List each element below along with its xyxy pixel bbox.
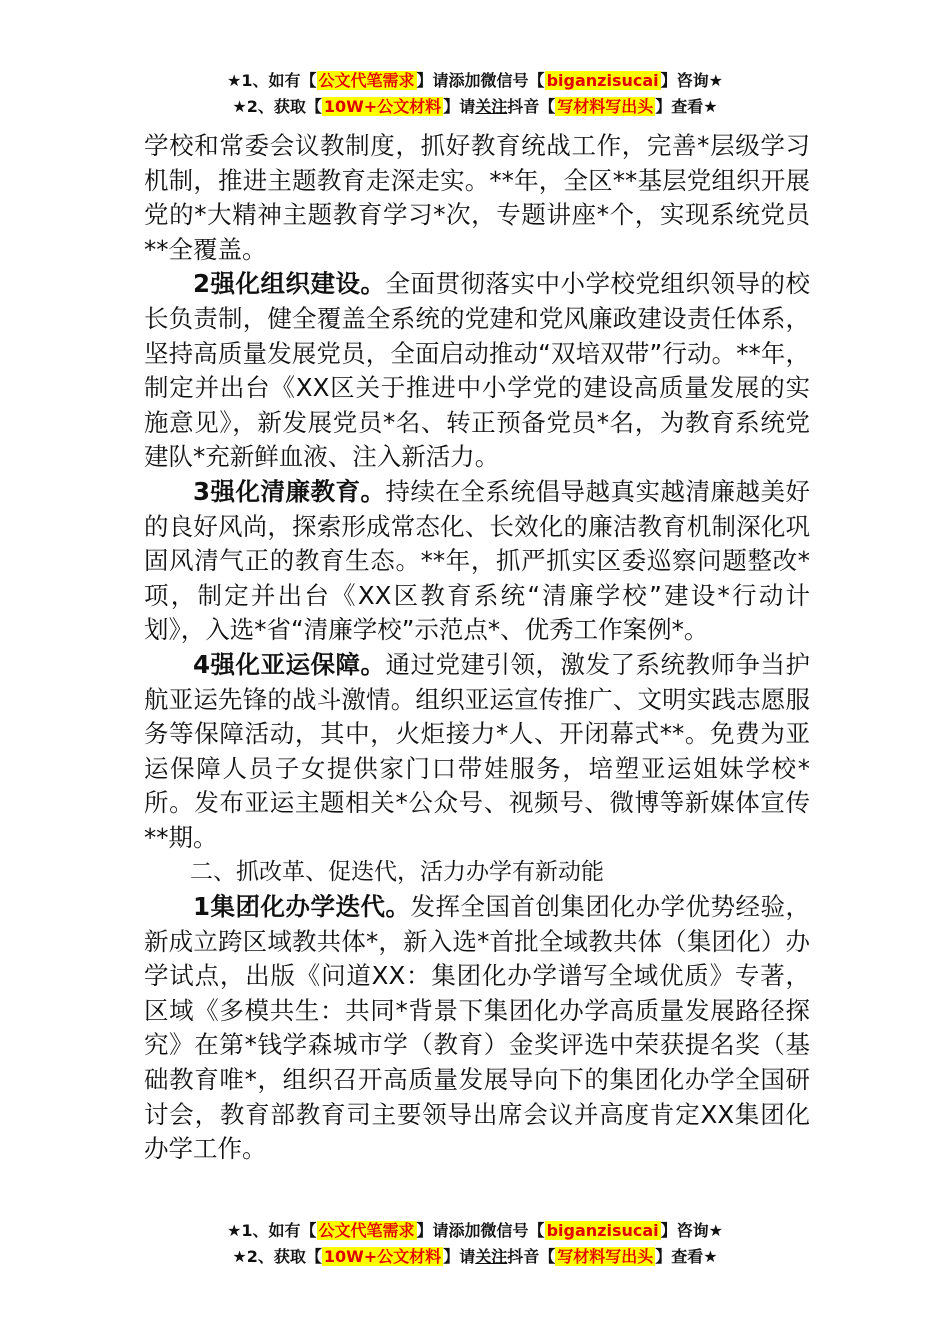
- paragraph-lead: 1集团化办学迭代。: [193, 892, 411, 922]
- banner-line-1: [0, 68, 950, 94]
- paragraph-lead: 4强化亚运保障。: [193, 649, 386, 679]
- banner-text: ★2、获取【: [232, 1247, 322, 1266]
- paragraph-text: 发挥全国首创集团化办学优势经验，新成立跨区域教共体*，新入选*首批全域教共体（集团化）办学试点，出版《问道XX：集团化办学谱写全域优质》专著，区域《多模共生：共同*背景下集团化办学高质量发展路径探究》在第*钱学森城市学（教育）金奖评选中荣获提名奖（基础教育唯*，组织召开高质量发展导向下的集团化办学全国研讨会，教育部教育司主要领导出席会议并高度肯定XX集团化办学工作。: [144, 892, 811, 1164]
- paragraph-group-schooling: [144, 890, 810, 1167]
- banner-text: 】查看★: [655, 97, 718, 116]
- banner-text: 抖音【: [507, 97, 556, 116]
- banner-text: 微信号【: [480, 71, 545, 90]
- banner-text: 】请: [443, 97, 476, 116]
- highlight-materials: 10W+公文材料: [323, 1247, 442, 1266]
- paragraph-organization: [144, 267, 810, 475]
- banner-line-1: [0, 1218, 950, 1244]
- banner-text: 】咨询★: [660, 1221, 723, 1240]
- highlight-wechat-id: biganzisucai: [546, 1221, 659, 1240]
- banner-text: 微信号【: [480, 1221, 545, 1240]
- paragraph-text: 持续在全系统倡导越真实越清廉越美好的良好风尚，探索形成常态化、长效化的廉洁教育机制深化巩固风清气正的教育生态。**年，抓严抓实区委巡察问题整改*项，制定并出台《XX区教育系统“清廉学校”建设*行动计划》，入选*省“清廉学校”示范点*、优秀工作案例*。: [144, 476, 810, 645]
- banner-emphasis: 关注: [475, 97, 508, 116]
- banner-text: 抖音【: [507, 1247, 556, 1266]
- highlight-douyin: 写材料写出头: [557, 1247, 654, 1266]
- paragraph-lead: 3强化清廉教育。: [193, 476, 386, 506]
- paragraph-text: 全面贯彻落实中小学校党组织领导的校长负责制，健全覆盖全系统的党建和党风廉政建设责任体系，坚持高质量发展党员，全面启动推动“双培双带”行动。**年，制定并出台《XX区关于推进中小学党的建设高质量发展的实施意见》，新发展党员*名、转正预备党员*名，为教育系统党建队*充新鲜血液、注入新活力。: [144, 269, 810, 472]
- banner-text: 】查看★: [655, 1247, 718, 1266]
- banner-text: ★2、获取【: [232, 97, 322, 116]
- paragraph-lead: 2强化组织建设。: [193, 269, 386, 299]
- banner-emphasis: 添加: [448, 71, 481, 90]
- paragraph-continuation: 学校和常委会议教制度，抓好教育统战工作，完善*层级学习机制，推进主题教育走深走实。**年，全区**基层党组织开展党的*大精神主题教育学习*次，专题讲座*个，实现系统党员**全覆盖。: [144, 131, 810, 264]
- paragraph-integrity: [144, 475, 810, 648]
- highlight-wechat-id: biganzisucai: [546, 71, 659, 90]
- highlight-service: 公文代笔需求: [318, 71, 415, 90]
- highlight-service: 公文代笔需求: [318, 1221, 415, 1240]
- banner-line-2: [0, 94, 950, 120]
- paragraph-asian-games: [144, 648, 810, 856]
- highlight-materials: 10W+公文材料: [323, 97, 442, 116]
- document-body: [144, 129, 810, 1167]
- banner-text: 】请: [416, 71, 449, 90]
- section-heading: 二、抓改革、促迭代，活力办学有新动能: [190, 859, 604, 886]
- banner-text: ★1、如有【: [227, 71, 317, 90]
- banner-line-2: [0, 1244, 950, 1270]
- banner-text: ★1、如有【: [227, 1221, 317, 1240]
- banner-text: 】请: [443, 1247, 476, 1266]
- footer-banner: [0, 1218, 950, 1270]
- paragraph-text: 通过党建引领，激发了系统教师争当护航亚运先锋的战斗激情。组织亚运宣传推广、文明实践志愿服务等保障活动，其中，火炬接力*人、开闭幕式**。免费为亚运保障人员子女提供家门口带娃服务，培塑亚运姐妹学校*所。发布亚运主题相关*公众号、视频号、微博等新媒体宣传**期。: [144, 649, 810, 852]
- banner-emphasis: 关注: [475, 1247, 508, 1266]
- banner-emphasis: 添加: [448, 1221, 481, 1240]
- banner-text: 】咨询★: [660, 71, 723, 90]
- highlight-douyin: 写材料写出头: [557, 97, 654, 116]
- header-banner: [0, 68, 950, 120]
- banner-text: 】请: [416, 1221, 449, 1240]
